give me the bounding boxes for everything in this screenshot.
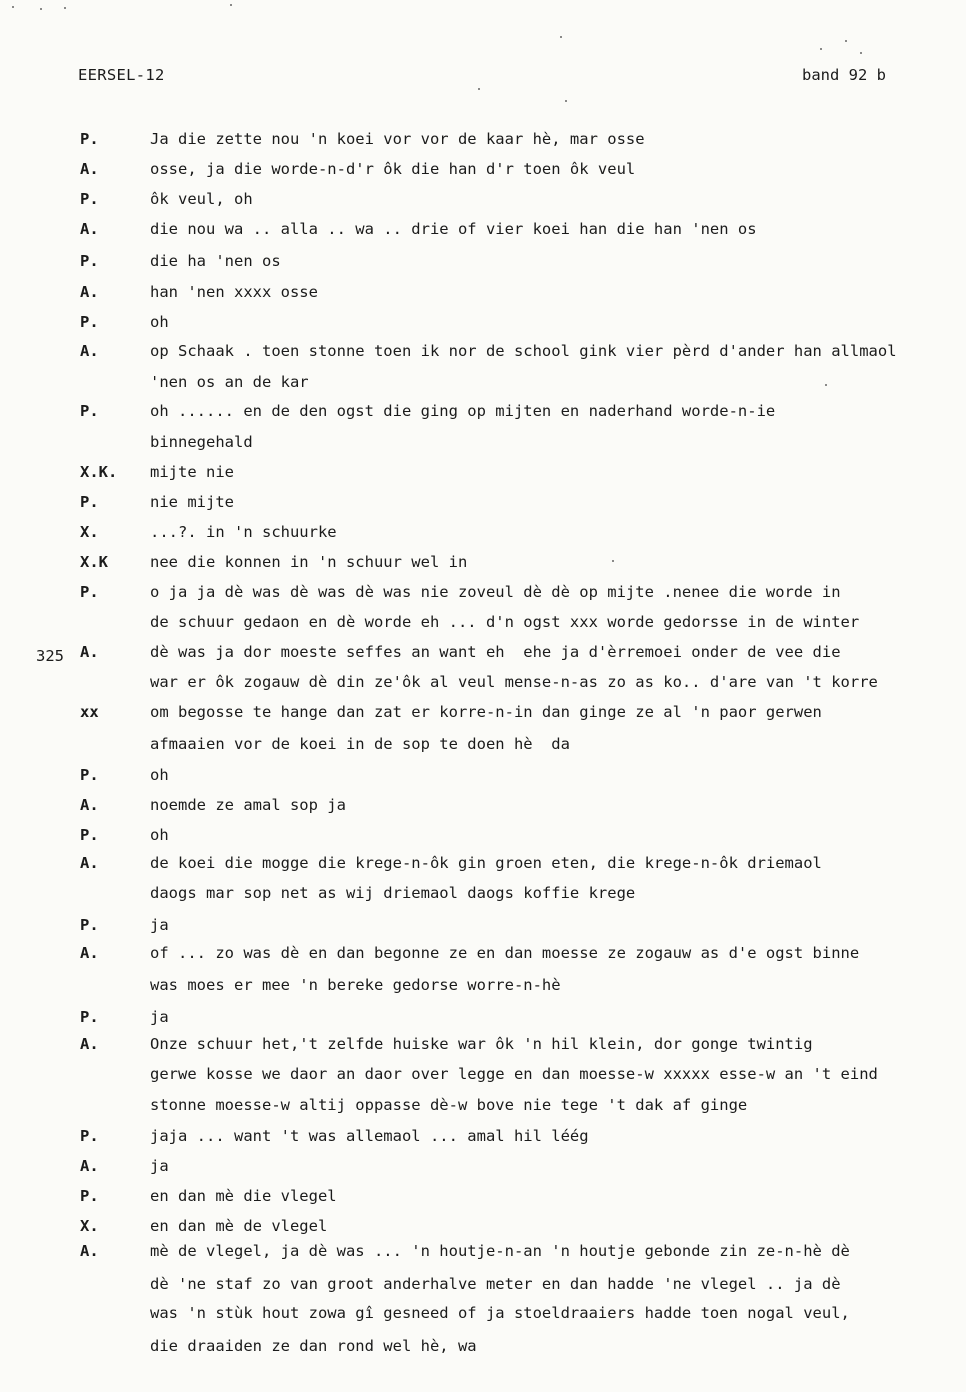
utterance-text: dè was ja dor moeste seffes an want eh ehe ja d'èrremoei onder de vee die: [150, 643, 841, 661]
transcript-line: [0, 553, 966, 583]
transcript-line: [0, 1008, 966, 1038]
speaker-label: P.: [80, 1127, 99, 1145]
utterance-text: oh: [150, 313, 169, 331]
speaker-label: xx: [80, 703, 99, 721]
utterance-text: mè de vlegel, ja dè was ... 'n houtje-n-an 'n houtje gebonde zin ze-n-hè dè: [150, 1242, 850, 1260]
transcript-line: [0, 583, 966, 613]
speaker-label: X.: [80, 523, 99, 541]
transcript-line: [0, 220, 966, 250]
speaker-label: X.K.: [80, 463, 118, 481]
transcript-line: [0, 493, 966, 523]
speaker-label: P.: [80, 1187, 99, 1205]
speaker-label: P.: [80, 1008, 99, 1026]
utterance-text: of ... zo was dè en dan begonne ze en dan moesse ze zogauw as d'e ogst binne: [150, 944, 860, 962]
transcript-line: [0, 673, 966, 703]
transcript-line: [0, 735, 966, 765]
speaker-label: A.: [80, 342, 99, 360]
speaker-label: P.: [80, 252, 99, 270]
utterance-continuation: die draaiden ze dan rond wel hè, wa: [150, 1337, 477, 1355]
utterance-text: nee die konnen in 'n schuur wel in: [150, 553, 468, 571]
transcript-line: [0, 826, 966, 856]
speaker-label: A.: [80, 160, 99, 178]
speaker-label: X.: [80, 1217, 99, 1235]
utterance-continuation: dè 'ne staf zo van groot anderhalve meter en dan hadde 'ne vlegel .. ja dè: [150, 1275, 841, 1293]
transcript-line: [0, 463, 966, 493]
transcript-line: [0, 884, 966, 914]
speaker-label: A.: [80, 854, 99, 872]
speaker-label: A.: [80, 1242, 99, 1260]
scan-speck: [12, 6, 14, 8]
scan-speck: [825, 384, 827, 386]
transcript-line: [0, 1096, 966, 1126]
transcript-line: [0, 1242, 966, 1272]
utterance-continuation: afmaaien vor de koei in de sop te doen hè da: [150, 735, 570, 753]
transcript-line: [0, 190, 966, 220]
utterance-text: nie mijte: [150, 493, 234, 511]
utterance-text: oh ...... en de den ogst die ging op mijten en naderhand worde-n-ie: [150, 402, 776, 420]
margin-line-number: 325: [36, 647, 64, 665]
scan-speck: [565, 100, 567, 102]
transcript-line: [0, 1065, 966, 1095]
transcript-line: [0, 342, 966, 372]
utterance-text: om begosse te hange dan zat er korre-n-in dan ginge ze al 'n paor gerwen: [150, 703, 822, 721]
utterance-text: oh: [150, 766, 169, 784]
speaker-label: A.: [80, 796, 99, 814]
utterance-continuation: 'nen os an de kar: [150, 373, 309, 391]
utterance-text: Onze schuur het,'t zelfde huiske war ôk 'n hil klein, dor gonge twintig: [150, 1035, 813, 1053]
speaker-label: P.: [80, 826, 99, 844]
transcript-line: [0, 313, 966, 343]
utterance-continuation: binnegehald: [150, 433, 253, 451]
utterance-text: o ja ja dè was dè was dè was nie zoveul dè dè op mijte .nenee die worde in: [150, 583, 841, 601]
transcript-line: [0, 1127, 966, 1157]
utterance-text: jaja ... want 't was allemaol ... amal hil léég: [150, 1127, 589, 1145]
utterance-text: de koei die mogge die krege-n-ôk gin groen eten, die krege-n-ôk driemaol: [150, 854, 822, 872]
utterance-text: oh: [150, 826, 169, 844]
speaker-label: P.: [80, 493, 99, 511]
utterance-text: ja: [150, 916, 169, 934]
transcript-line: [0, 916, 966, 946]
transcript-line: [0, 643, 966, 673]
speaker-label: A.: [80, 220, 99, 238]
transcript-line: [0, 130, 966, 160]
utterance-continuation: stonne moesse-w altij oppasse dè-w bove nie tege 't dak af ginge: [150, 1096, 748, 1114]
utterance-text: han 'nen xxxx osse: [150, 283, 318, 301]
transcript-line: [0, 613, 966, 643]
scan-speck: [230, 4, 232, 6]
speaker-label: A.: [80, 283, 99, 301]
scan-speck: [40, 8, 42, 10]
utterance-text: mijte nie: [150, 463, 234, 481]
scan-speck: [478, 88, 480, 90]
utterance-text: Ja die zette nou 'n koei vor vor de kaar hè, mar osse: [150, 130, 645, 148]
scan-speck: [64, 7, 66, 9]
speaker-label: A.: [80, 1035, 99, 1053]
transcript-line: [0, 766, 966, 796]
speaker-label: P.: [80, 916, 99, 934]
speaker-label: X.K: [80, 553, 108, 571]
speaker-label: P.: [80, 402, 99, 420]
transcript-line: [0, 703, 966, 733]
speaker-label: P.: [80, 766, 99, 784]
utterance-text: ôk veul, oh: [150, 190, 253, 208]
transcript-line: [0, 1304, 966, 1334]
transcript-line: [0, 373, 966, 403]
speaker-label: A.: [80, 1157, 99, 1175]
utterance-text: op Schaak . toen stonne toen ik nor de school gink vier pèrd d'ander han allmaol: [150, 342, 897, 360]
transcript-line: [0, 944, 966, 974]
transcript-line: [0, 252, 966, 282]
speaker-label: A.: [80, 944, 99, 962]
utterance-text: die nou wa .. alla .. wa .. drie of vier koei han die han 'nen os: [150, 220, 757, 238]
utterance-continuation: was 'n stùk hout zowa gî gesneed of ja stoeldraaiers hadde toen nogal veul,: [150, 1304, 850, 1322]
transcript-line: [0, 1035, 966, 1065]
scan-speck: [860, 52, 862, 54]
transcript-line: [0, 402, 966, 432]
utterance-continuation: gerwe kosse we daor an daor over legge en dan moesse-w xxxxx esse-w an 't eind: [150, 1065, 878, 1083]
transcript-line: [0, 1187, 966, 1217]
utterance-text: noemde ze amal sop ja: [150, 796, 346, 814]
utterance-continuation: de schuur gedaon en dè worde eh ... d'n ogst xxx worde gedorsse in de winter: [150, 613, 860, 631]
utterance-text: ja: [150, 1157, 169, 1175]
scan-speck: [845, 40, 847, 42]
transcript-line: [0, 854, 966, 884]
utterance-text: ...?. in 'n schuurke: [150, 523, 337, 541]
utterance-text: ja: [150, 1008, 169, 1026]
transcript-line: [0, 433, 966, 463]
transcript-line: [0, 1337, 966, 1367]
speaker-label: A.: [80, 643, 99, 661]
scan-speck: [560, 36, 562, 38]
tape-reference: band 92 b: [802, 66, 886, 84]
document-code: EERSEL-12: [78, 66, 165, 84]
scan-speck: [612, 560, 614, 562]
transcript-line: [0, 976, 966, 1006]
utterance-continuation: daogs mar sop net as wij driemaol daogs koffie krege: [150, 884, 636, 902]
utterance-continuation: war er ôk zogauw dè din ze'ôk al veul mense-n-as zo as ko.. d'are van 't korre: [150, 673, 878, 691]
utterance-continuation: was moes er mee 'n bereke gedorse worre-n-hè: [150, 976, 561, 994]
transcript-line: [0, 523, 966, 553]
transcript-line: [0, 1275, 966, 1305]
utterance-text: en dan mè die vlegel: [150, 1187, 337, 1205]
speaker-label: P.: [80, 130, 99, 148]
transcript-line: [0, 283, 966, 313]
utterance-text: osse, ja die worde-n-d'r ôk die han d'r toen ôk veul: [150, 160, 636, 178]
utterance-text: en dan mè de vlegel: [150, 1217, 328, 1235]
scan-speck: [820, 48, 822, 50]
transcript-line: [0, 1157, 966, 1187]
speaker-label: P.: [80, 313, 99, 331]
transcript-line: [0, 160, 966, 190]
transcript-line: [0, 796, 966, 826]
speaker-label: P.: [80, 583, 99, 601]
utterance-text: die ha 'nen os: [150, 252, 281, 270]
speaker-label: P.: [80, 190, 99, 208]
